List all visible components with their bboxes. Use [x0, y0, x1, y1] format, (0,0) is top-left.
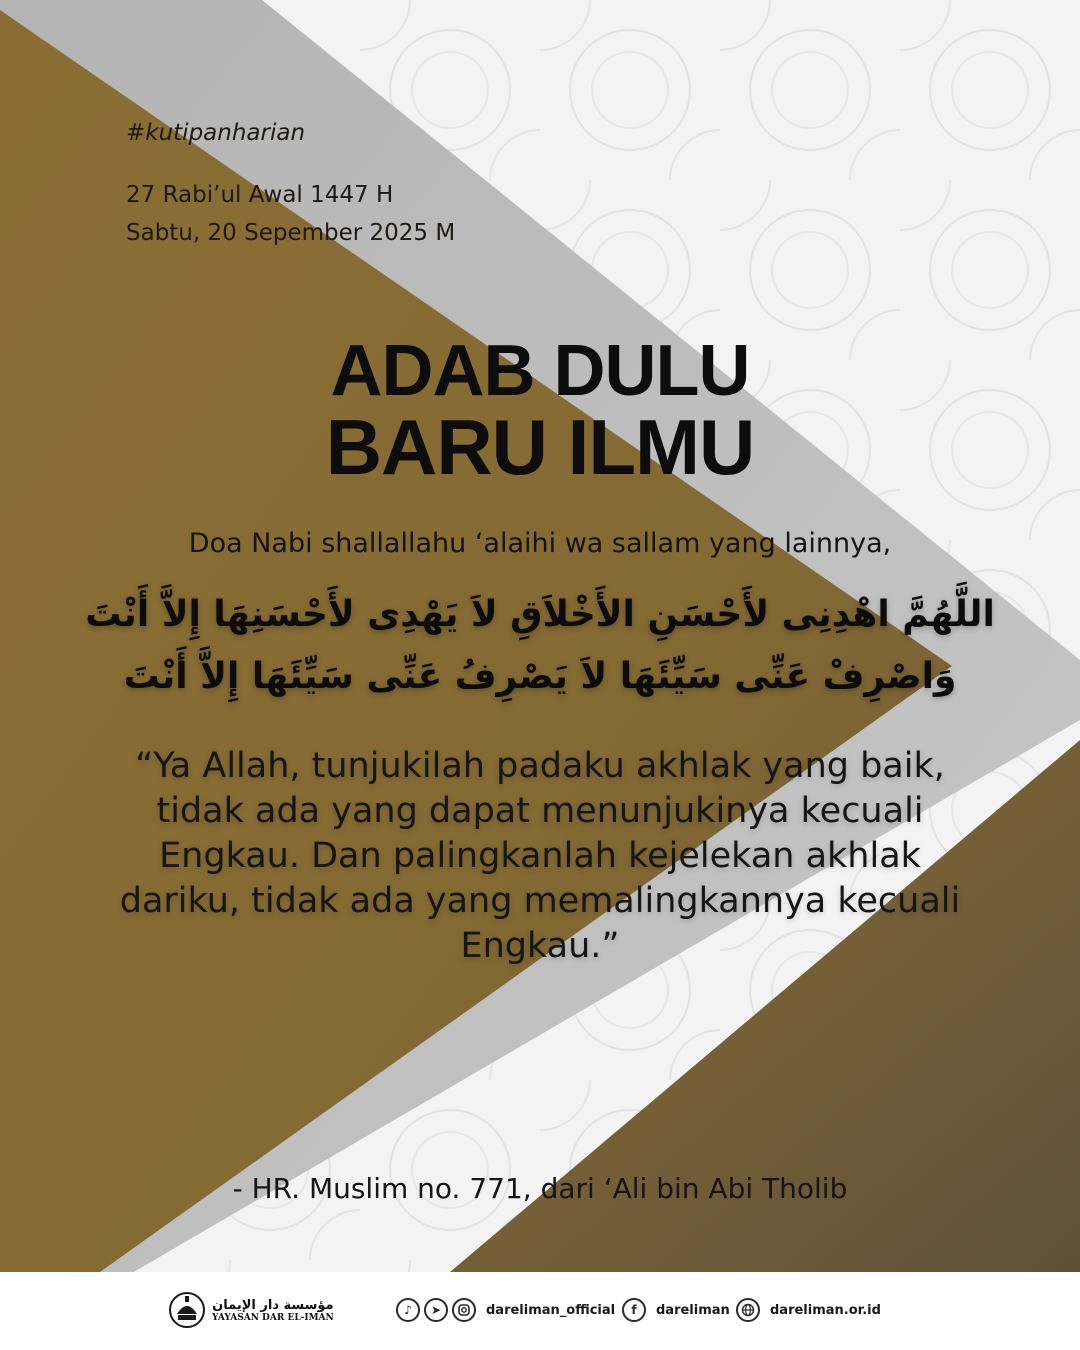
instagram-group: [396, 1298, 615, 1322]
website-group: [736, 1298, 881, 1322]
date-hijri: 27 Rabi’ul Awal 1447 H: [126, 182, 394, 208]
logo-name: YAYASAN DAR EL-IMAN: [212, 1312, 334, 1323]
arabic-line-2: وَاصْرِفْ عَنِّى سَيِّئَهَا لاَ يَصْرِفُ عَنِّى سَيِّئَهَا إِلاَّ أَنْتَ: [123, 656, 957, 697]
telegram-icon[interactable]: ➤: [424, 1298, 448, 1322]
arabic-line-1: اللَّهُمَّ اهْدِنِى لأَحْسَنِ الأَخْلاَقِ لاَ يَهْدِى لأَحْسَنِهَا إِلاَّ أَنْتَ: [85, 594, 995, 635]
facebook-icon[interactable]: f: [622, 1298, 646, 1322]
footer-bar: [0, 1272, 1080, 1350]
intro-text: Doa Nabi shallallahu ‘alaihi wa sallam yang lainnya,: [188, 528, 892, 559]
facebook-group: [622, 1298, 730, 1322]
globe-icon[interactable]: [736, 1298, 760, 1322]
hadith-source: - HR. Muslim no. 771, dari ‘Ali bin Abi Tholib: [232, 1172, 848, 1205]
title-line-1: ADAB DULU: [330, 331, 750, 411]
facebook-handle[interactable]: dareliman: [656, 1302, 730, 1318]
logo-arabic-text: مؤسسة دار الإيمان: [212, 1297, 334, 1313]
instagram-handle[interactable]: dareliman_official: [486, 1302, 616, 1318]
emblem-icon: [168, 1290, 206, 1330]
translation-text: “Ya Allah, tunjukilah padaku akhlak yang baik, tidak ada yang dapat menunjukinya kecuali Engkau. Dan palingkanlah kejelekan akhlak dariku, tidak ada yang memalingkannya kecuali Engkau.”: [119, 746, 961, 966]
website-link[interactable]: dareliman.or.id: [770, 1302, 881, 1318]
title-line-2: BARU ILMU: [325, 403, 755, 491]
date-masehi: Sabtu, 20 Sepember 2025 M: [126, 220, 456, 246]
organization-logo: [168, 1290, 334, 1330]
hashtag: #kutipanharian: [126, 120, 306, 146]
tiktok-icon[interactable]: ♪: [396, 1298, 420, 1322]
instagram-icon[interactable]: [452, 1298, 476, 1322]
